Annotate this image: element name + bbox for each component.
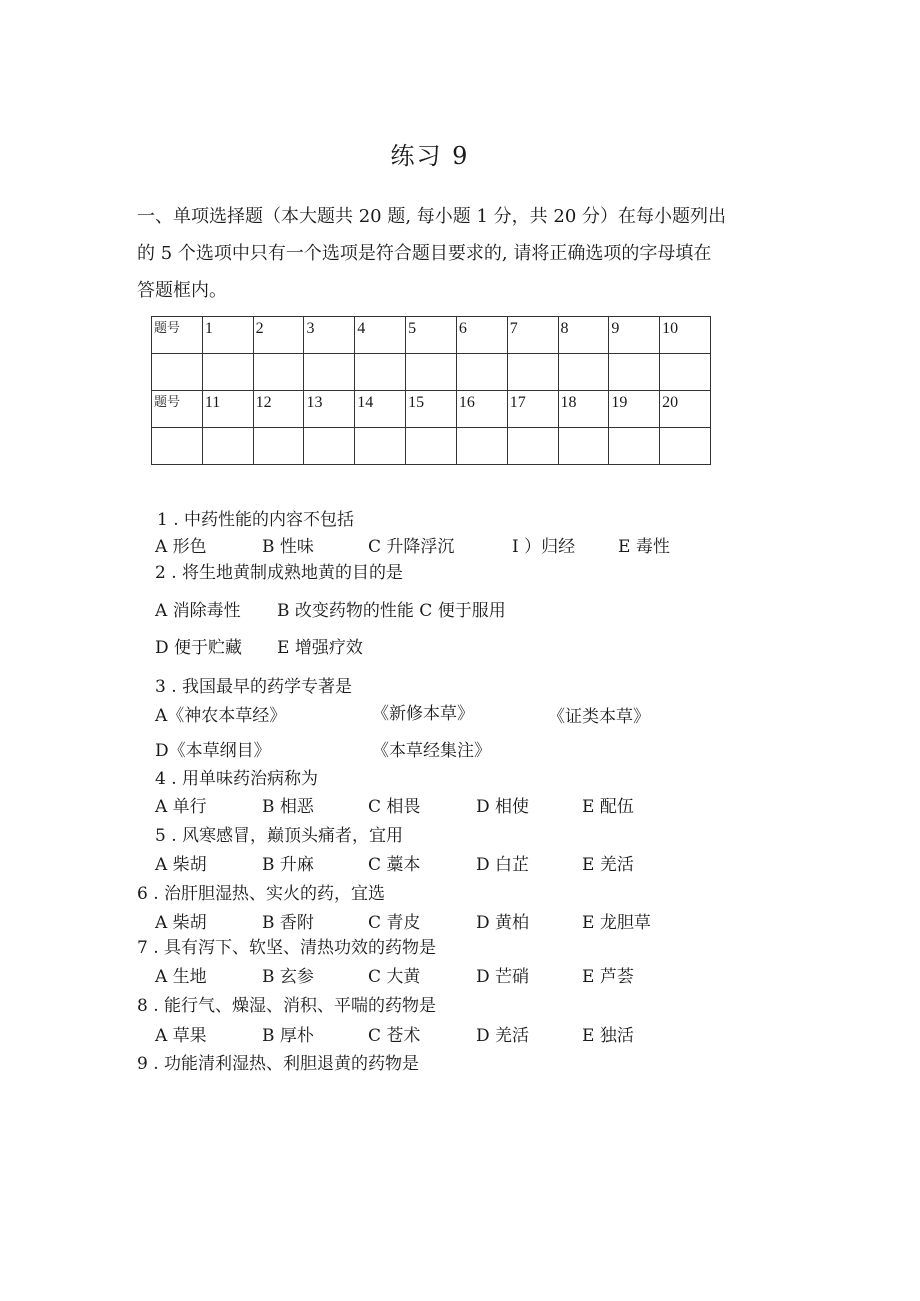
question-option: 《本草经集注》 [372,741,491,761]
question-option: D 相使 [476,797,530,817]
answer-cell[interactable] [304,354,355,391]
question-option: A 柴胡 [155,913,207,933]
question-option: B 改变药物的性能 C 便于服用 [277,601,506,621]
answer-cell[interactable] [456,428,507,465]
question-stem: 7 . 具有泻下、软坚、清热功效的药物是 [137,938,437,958]
answer-cell[interactable] [253,354,304,391]
question-option: C 藁本 [368,855,421,875]
question-option: B 性味 [262,537,314,557]
table-cell: 13 [304,391,355,428]
question-option: C 青皮 [368,913,421,933]
table-cell: 6 [456,317,507,354]
answer-cell[interactable] [609,428,660,465]
answer-cell[interactable] [202,428,253,465]
table-cell: 20 [660,391,711,428]
question-option: D 黄柏 [476,913,530,933]
table-cell: 8 [558,317,609,354]
table-cell: 11 [202,391,253,428]
question-option: E 芦荟 [582,967,634,987]
page-title: 练习 9 [390,142,470,170]
question-option: A 生地 [155,967,207,987]
question-option: D 白芷 [476,855,530,875]
question-option: B 玄参 [262,967,314,987]
question-stem: 1 . 中药性能的内容不包括 [157,510,355,530]
table-cell: 19 [609,391,660,428]
answer-cell[interactable] [355,354,406,391]
question-option: E 毒性 [618,537,670,557]
question-option: A 消除毒性 [155,601,241,621]
question-option: 《新修本草》 [372,704,474,724]
answer-cell [152,354,203,391]
table-cell: 18 [558,391,609,428]
question-option: A 草果 [155,1026,207,1046]
table-cell: 15 [406,391,457,428]
table-cell: 1 [202,317,253,354]
question-option: D 芒硝 [476,967,530,987]
answer-cell[interactable] [507,428,558,465]
answer-cell[interactable] [609,354,660,391]
table-cell: 10 [660,317,711,354]
table-cell: 14 [355,391,406,428]
question-stem: 6 . 治肝胆湿热、实火的药，宜选 [137,884,386,904]
question-option: A 形色 [155,537,207,557]
answer-cell[interactable] [507,354,558,391]
answer-grid [151,316,711,465]
instruction-line-3: 答题框内。 [137,280,227,301]
answer-cell[interactable] [355,428,406,465]
answer-cell[interactable] [304,428,355,465]
answer-header-row-1 [152,317,711,354]
answer-cell[interactable] [558,354,609,391]
question-option: E 羌活 [582,855,634,875]
answer-cell[interactable] [406,428,457,465]
question-stem: 2 . 将生地黄制成熟地黄的目的是 [155,563,404,583]
question-option: B 相恶 [262,797,314,817]
question-option: D《本草纲目》 [155,741,271,761]
question-option: C 相畏 [368,797,421,817]
question-option: E 独活 [582,1026,634,1046]
question-option: D 便于贮藏 [155,638,243,658]
answer-cell [152,428,203,465]
question-option: A 单行 [155,797,207,817]
answer-cell[interactable] [202,354,253,391]
answer-cell[interactable] [456,354,507,391]
question-option: 《证类本草》 [548,707,650,727]
table-cell: 9 [609,317,660,354]
instruction-line-1: 一、单项选择题（本大题共 20 题, 每小题 1 分，共 20 分）在每小题列出 [137,206,727,227]
question-option: C 大黄 [368,967,421,987]
answer-cell[interactable] [253,428,304,465]
answer-blank-row-2 [152,428,711,465]
question-stem: 3 . 我国最早的药学专著是 [155,677,353,697]
table-cell: 16 [456,391,507,428]
table-cell: 2 [253,317,304,354]
question-option: E 配伍 [582,797,634,817]
table-cell: 5 [406,317,457,354]
question-stem: 5 . 风寒感冒，巅顶头痛者，宜用 [155,826,404,846]
question-option: E 增强疗效 [277,638,363,658]
answer-cell[interactable] [558,428,609,465]
question-option: A《神农本草经》 [155,706,287,726]
question-option: B 香附 [262,913,314,933]
answer-cell[interactable] [660,428,711,465]
table-cell: 4 [355,317,406,354]
question-option: B 厚朴 [262,1026,314,1046]
question-option: I ）归经 [512,537,576,557]
question-option: C 苍术 [368,1026,421,1046]
question-option: C 升降浮沉 [368,537,455,557]
question-option: D 羌活 [476,1026,530,1046]
table-cell: 题号 [152,391,203,428]
question-option: B 升麻 [262,855,314,875]
answer-blank-row-1 [152,354,711,391]
instruction-line-2: 的 5 个选项中只有一个选项是符合题目要求的, 请将正确选项的字母填在 [137,243,712,264]
answer-cell[interactable] [660,354,711,391]
question-stem: 8 . 能行气、燥湿、消积、平喘的药物是 [137,996,437,1016]
table-cell: 题号 [152,317,203,354]
question-stem: 9 . 功能清利湿热、利胆退黄的药物是 [137,1054,420,1074]
table-cell: 17 [507,391,558,428]
table-cell: 12 [253,391,304,428]
table-cell: 3 [304,317,355,354]
question-option: A 柴胡 [155,855,207,875]
question-option: E 龙胆草 [582,913,651,933]
answer-cell[interactable] [406,354,457,391]
answer-header-row-2 [152,391,711,428]
table-cell: 7 [507,317,558,354]
question-stem: 4 . 用单味药治病称为 [155,769,319,789]
